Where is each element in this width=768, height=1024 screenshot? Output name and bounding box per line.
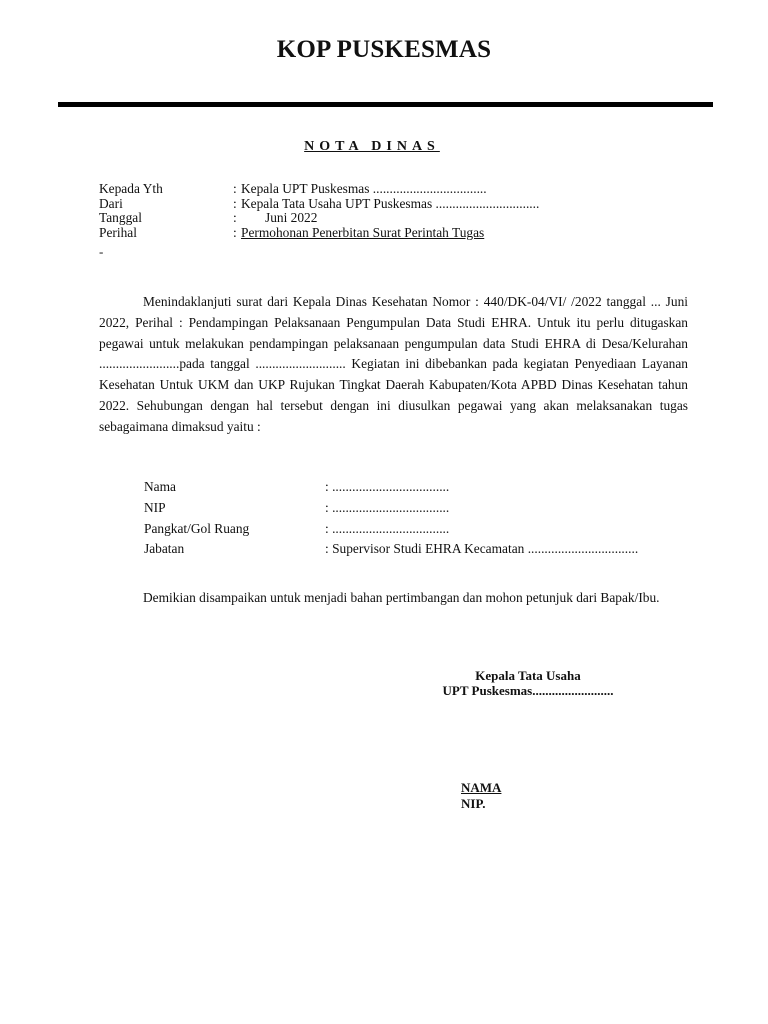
signatory-name: NAMA [461,780,502,795]
meta-value: Kepala UPT Puskesmas .................................. [241,181,487,196]
meta-label: Dari [99,195,123,211]
meta-colon: : [233,195,237,211]
detail-value: : Supervisor Studi EHRA Kecamatan ................................. [325,541,639,557]
detail-value: : ................................... [325,479,450,494]
meta-value: Kepala Tata Usaha UPT Puskesmas ............................... [241,195,540,211]
letterhead-rule [58,102,713,107]
dash-mark: - [99,244,104,259]
signature-title-line2: UPT Puskesmas......................... [442,683,614,698]
body-paragraph-2: Demikian disampaikan untuk menjadi bahan pertimbangan dan mohon petunjuk dari Bapak/Ibu. [143,590,660,605]
meta-label: Perihal [99,224,137,240]
letterhead-title: KOP PUSKESMAS [276,36,492,63]
detail-label: Jabatan [144,541,185,557]
subject-value: Permohonan Penerbitan Surat Perintah Tugas [241,224,485,240]
meta-value: Juni 2022 [265,210,318,226]
meta-label: Tanggal [99,210,142,226]
detail-label: NIP [144,499,166,515]
signatory [461,780,501,811]
meta-colon: : [233,181,237,196]
meta-colon: : [233,224,237,240]
meta-label: Kepada Yth [99,181,163,196]
signature-title-line1: Kepala Tata Usaha [475,668,581,683]
detail-label: Pangkat/Gol Ruang [144,520,250,536]
detail-label: Nama [144,479,176,494]
body-paragraph-1 [99,292,688,438]
signatory-nip: NIP. [461,795,486,811]
signature-block [392,668,664,698]
meta-colon: : [233,210,237,226]
detail-value: : ................................... [325,520,450,536]
document-title: NOTA DINAS [304,139,440,154]
body-paragraph-1-text: Menindaklanjuti surat dari Kepala Dinas Kesehatan Nomor : 440/DK-04/VI/ /2022 tanggal ... Juni 2022, Perihal : Pendampingan Pelaksanaan Pengumpulan Data Studi EHRA. Untuk itu perlu ditugaskan pegawai untuk melakukan pendampingan pelaksanaan pengumpulan data Studi EHRA di Desa/Kelurahan ........................pada tanggal ........................... Kegiatan ini dibebankan pada kegiatan Penyediaan Layanan Kesehatan Untuk UKM dan UKP Rujukan Tingkat Daerah Kabupaten/Kota APBD Dinas Kesehatan tahun 2022. Sehubungan dengan hal tersebut dengan ini diusulkan pegawai yang akan melaksanakan tugas sebagaimana dimaksud yaitu : [99,294,688,434]
detail-value: : ................................... [325,499,450,515]
